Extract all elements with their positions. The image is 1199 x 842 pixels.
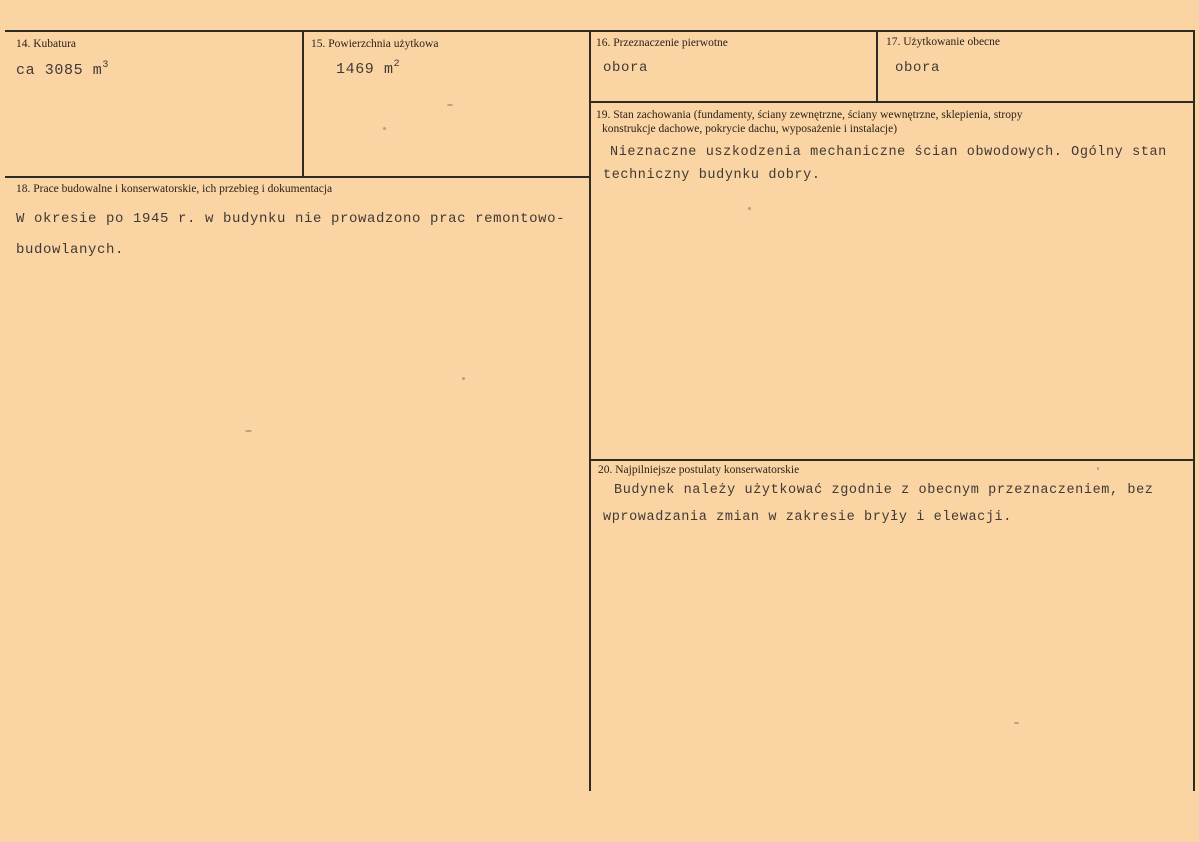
field-18-line-1: W okresie po 1945 r. w budynku nie prowadzono prac remontowo-: [16, 211, 566, 227]
field-14-number: ca 3085 m: [16, 62, 103, 79]
field-15-unit-exponent: 2: [393, 59, 401, 70]
field-19-line-2: techniczny budynku dobry.: [603, 168, 821, 183]
field-15-label: 15. Powierzchnia użytkowa: [311, 38, 439, 50]
field-20-label: 20. Najpilniejsze postulaty konserwatorskie: [598, 464, 800, 476]
field-19-line-1: Nieznaczne uszkodzenia mechaniczne ścian obwodowych. Ogólny stan: [610, 145, 1167, 160]
paper-speck: [748, 207, 751, 210]
field-20-line-1: Budynek należy użytkować zgodnie z obecnym przeznaczeniem, bez: [614, 483, 1154, 498]
field-18-label: 18. Prace budowalne i konserwatorskie, ich przebieg i dokumentacja: [16, 183, 333, 195]
paper-speck: [1097, 467, 1099, 470]
field-16-value: obora: [603, 60, 649, 76]
field-14-value: [16, 60, 109, 79]
divider-16-17: [876, 31, 878, 102]
right-border: [1193, 31, 1195, 791]
main-column-divider: [589, 31, 591, 791]
rule-under-19: [589, 459, 1195, 461]
field-15-value: [336, 59, 400, 78]
field-17-label: 17. Użytkowanie obecne: [886, 36, 1001, 48]
paper-speck: [1014, 722, 1019, 724]
rule-under-16-17: [589, 101, 1195, 103]
field-14-unit-exponent: 3: [102, 60, 110, 71]
rule-under-14-15: [5, 176, 591, 178]
divider-14-15: [302, 31, 304, 177]
field-20-line-2: wprowadzania zmian w zakresie bryły i elewacji.: [603, 510, 1012, 525]
paper-speck: [383, 127, 386, 130]
field-18-line-2: budowlanych.: [16, 242, 125, 258]
field-19-label-line-1: 19. Stan zachowania (fundamenty, ściany zewnętrzne, ściany wewnętrzne, sklepienia, stropy: [596, 109, 1023, 121]
paper-speck: [245, 430, 252, 432]
paper-speck: [447, 104, 453, 106]
field-16-label: 16. Przeznaczenie pierwotne: [596, 37, 728, 49]
field-17-value: obora: [895, 60, 941, 76]
field-19-label-line-2: konstrukcje dachowe, pokrycie dachu, wyposażenie i instalacje): [602, 123, 898, 135]
paper-speck: [462, 377, 465, 380]
field-14-label: 14. Kubatura: [16, 38, 77, 50]
top-rule: [5, 30, 1195, 32]
field-15-number: 1469 m: [336, 61, 394, 78]
